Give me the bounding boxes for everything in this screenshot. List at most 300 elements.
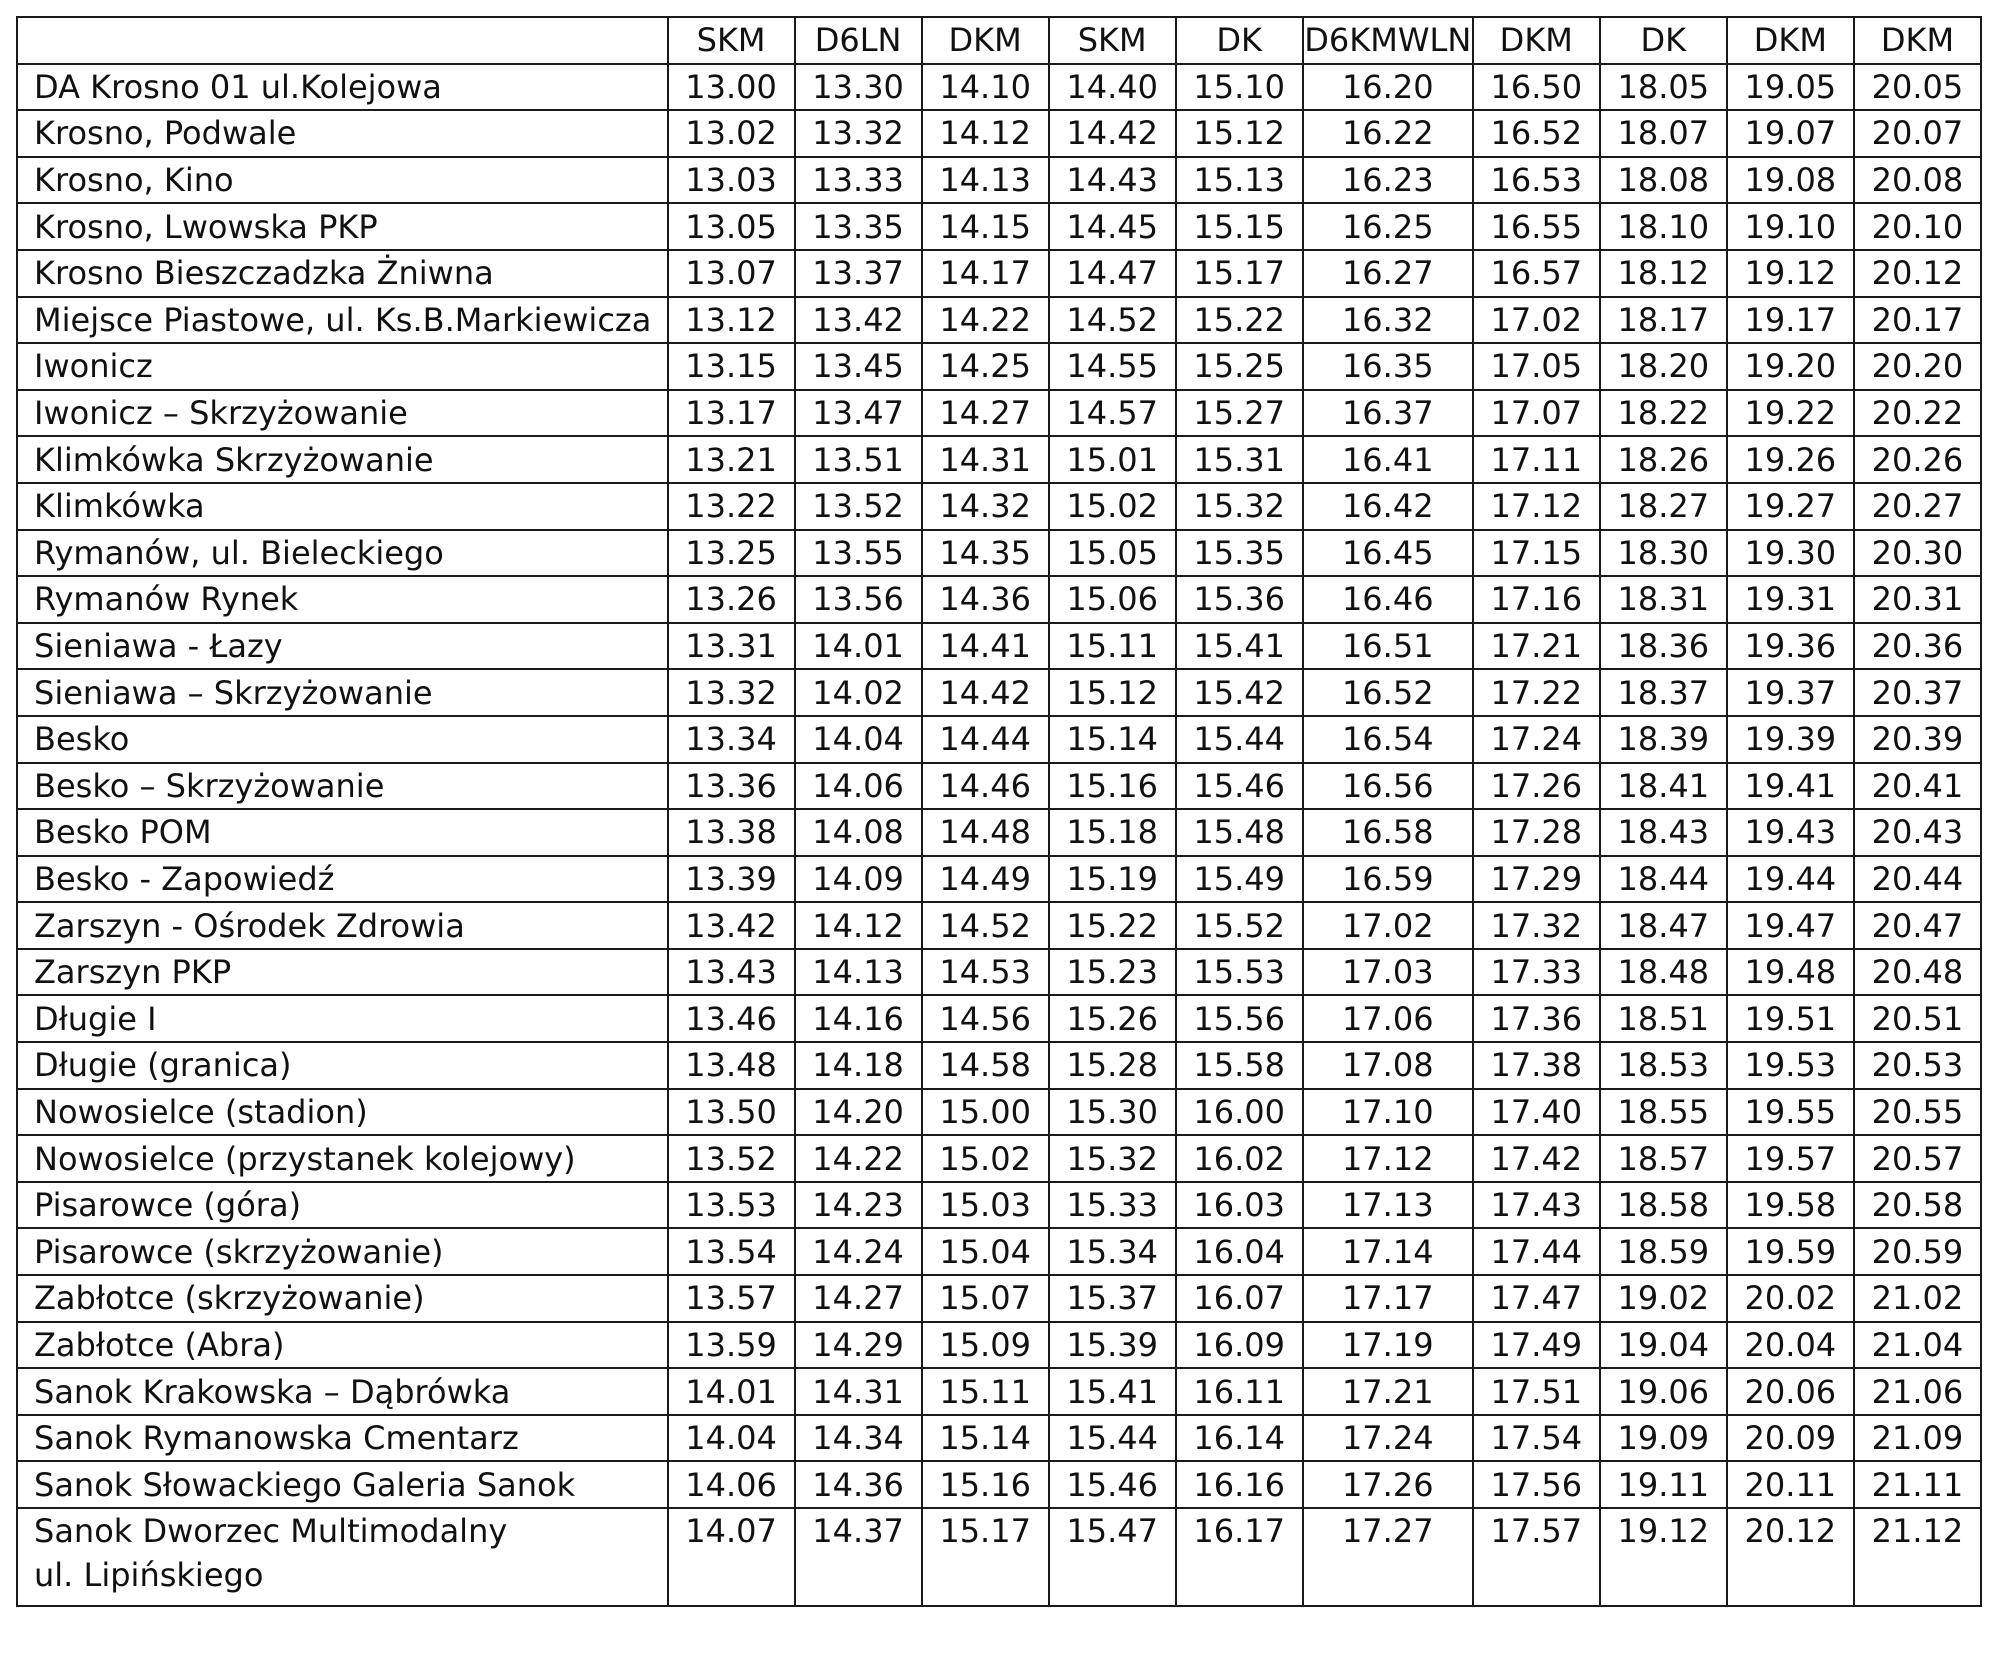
column-header: D6KMWLN: [1303, 17, 1473, 64]
stop-name-cell: [17, 763, 668, 810]
departure-time: 14.41: [922, 623, 1049, 670]
departure-time: 17.57: [1473, 1508, 1600, 1606]
column-header: DKM: [1473, 17, 1600, 64]
departure-time: 17.42: [1473, 1135, 1600, 1182]
table-row: [17, 1322, 1981, 1369]
departure-time: 14.31: [795, 1368, 922, 1415]
departure-time: 15.30: [1049, 1089, 1176, 1136]
departure-time: 20.37: [1854, 669, 1981, 716]
departure-time: 14.20: [795, 1089, 922, 1136]
departure-time: 19.47: [1727, 902, 1854, 949]
departure-time: 19.17: [1727, 297, 1854, 344]
departure-time: 18.51: [1600, 995, 1727, 1042]
departure-time: 16.20: [1303, 64, 1473, 111]
departure-time: 15.53: [1176, 949, 1303, 996]
table-row: [17, 483, 1981, 530]
departure-time: 16.32: [1303, 297, 1473, 344]
departure-time: 16.51: [1303, 623, 1473, 670]
departure-time: 13.59: [668, 1322, 795, 1369]
departure-time: 14.46: [922, 763, 1049, 810]
stop-name: Długie I: [34, 999, 157, 1038]
stop-name-cell: [17, 436, 668, 483]
departure-time: 14.09: [795, 856, 922, 903]
departure-time: 15.58: [1176, 1042, 1303, 1089]
departure-time: 14.57: [1049, 390, 1176, 437]
departure-time: 13.43: [668, 949, 795, 996]
departure-time: 18.12: [1600, 250, 1727, 297]
departure-time: 15.14: [1049, 716, 1176, 763]
departure-time: 17.16: [1473, 576, 1600, 623]
departure-time: 19.30: [1727, 530, 1854, 577]
departure-time: 14.06: [795, 763, 922, 810]
table-row: [17, 297, 1981, 344]
departure-time: 15.11: [1049, 623, 1176, 670]
departure-time: 16.53: [1473, 157, 1600, 204]
departure-time: 16.17: [1176, 1508, 1303, 1606]
departure-time: 19.08: [1727, 157, 1854, 204]
stop-name: Klimkówka Skrzyżowanie: [34, 440, 434, 479]
departure-time: 20.57: [1854, 1135, 1981, 1182]
table-row: [17, 995, 1981, 1042]
departure-time: 14.15: [922, 203, 1049, 250]
departure-time: 20.41: [1854, 763, 1981, 810]
departure-time: 18.48: [1600, 949, 1727, 996]
departure-time: 17.11: [1473, 436, 1600, 483]
departure-time: 14.13: [795, 949, 922, 996]
table-row: [17, 576, 1981, 623]
departure-time: 15.17: [922, 1508, 1049, 1606]
departure-time: 20.30: [1854, 530, 1981, 577]
departure-time: 15.11: [922, 1368, 1049, 1415]
departure-time: 17.28: [1473, 809, 1600, 856]
departure-time: 14.47: [1049, 250, 1176, 297]
departure-time: 13.25: [668, 530, 795, 577]
departure-time: 13.32: [795, 110, 922, 157]
stop-name-cell: [17, 250, 668, 297]
departure-time: 14.29: [795, 1322, 922, 1369]
departure-time: 14.32: [922, 483, 1049, 530]
stop-name: Sieniawa - Łazy: [34, 627, 283, 666]
departure-time: 19.10: [1727, 203, 1854, 250]
departure-time: 20.39: [1854, 716, 1981, 763]
stop-name: Sanok Dworzec Multimodalny: [34, 1512, 508, 1550]
departure-time: 15.35: [1176, 530, 1303, 577]
column-header: DKM: [1727, 17, 1854, 64]
departure-time: 20.26: [1854, 436, 1981, 483]
departure-time: 14.34: [795, 1415, 922, 1462]
departure-time: 18.17: [1600, 297, 1727, 344]
stop-name-cell: [17, 1322, 668, 1369]
departure-time: 13.34: [668, 716, 795, 763]
departure-time: 19.53: [1727, 1042, 1854, 1089]
departure-time: 20.53: [1854, 1042, 1981, 1089]
departure-time: 17.14: [1303, 1228, 1473, 1275]
stop-name-cell: [17, 390, 668, 437]
departure-time: 19.02: [1600, 1275, 1727, 1322]
departure-time: 19.59: [1727, 1228, 1854, 1275]
departure-time: 15.41: [1176, 623, 1303, 670]
departure-time: 16.14: [1176, 1415, 1303, 1462]
stop-name: Krosno, Kino: [34, 161, 234, 200]
departure-time: 19.55: [1727, 1089, 1854, 1136]
departure-time: 13.33: [795, 157, 922, 204]
departure-time: 20.09: [1727, 1415, 1854, 1462]
departure-time: 15.04: [922, 1228, 1049, 1275]
departure-time: 19.09: [1600, 1415, 1727, 1462]
departure-time: 20.04: [1727, 1322, 1854, 1369]
departure-time: 13.52: [795, 483, 922, 530]
departure-time: 15.46: [1176, 763, 1303, 810]
departure-time: 14.37: [795, 1508, 922, 1606]
stop-name: Krosno, Lwowska PKP: [34, 207, 378, 246]
departure-time: 19.12: [1600, 1508, 1727, 1606]
departure-time: 14.52: [1049, 297, 1176, 344]
departure-time: 15.36: [1176, 576, 1303, 623]
departure-time: 16.58: [1303, 809, 1473, 856]
departure-time: 20.22: [1854, 390, 1981, 437]
departure-time: 15.49: [1176, 856, 1303, 903]
departure-time: 20.51: [1854, 995, 1981, 1042]
departure-time: 15.02: [922, 1135, 1049, 1182]
column-header: D6LN: [795, 17, 922, 64]
departure-time: 18.58: [1600, 1182, 1727, 1229]
column-header: DKM: [922, 17, 1049, 64]
departure-time: 16.52: [1473, 110, 1600, 157]
stop-name-cell: [17, 110, 668, 157]
departure-time: 15.15: [1176, 203, 1303, 250]
departure-time: 20.31: [1854, 576, 1981, 623]
departure-time: 18.44: [1600, 856, 1727, 903]
departure-time: 16.16: [1176, 1461, 1303, 1508]
stop-name-cell: [17, 623, 668, 670]
departure-time: 13.38: [668, 809, 795, 856]
departure-time: 19.22: [1727, 390, 1854, 437]
stop-name: Iwonicz – Skrzyżowanie: [34, 394, 408, 433]
departure-time: 15.56: [1176, 995, 1303, 1042]
departure-time: 13.03: [668, 157, 795, 204]
departure-time: 21.02: [1854, 1275, 1981, 1322]
departure-time: 14.42: [1049, 110, 1176, 157]
departure-time: 20.05: [1854, 64, 1981, 111]
departure-time: 14.55: [1049, 343, 1176, 390]
departure-time: 14.25: [922, 343, 1049, 390]
departure-time: 15.12: [1176, 110, 1303, 157]
departure-time: 20.59: [1854, 1228, 1981, 1275]
departure-time: 13.07: [668, 250, 795, 297]
stop-name-cell: [17, 1415, 668, 1462]
departure-time: 16.02: [1176, 1135, 1303, 1182]
departure-time: 16.07: [1176, 1275, 1303, 1322]
departure-time: 17.12: [1473, 483, 1600, 530]
departure-time: 19.20: [1727, 343, 1854, 390]
departure-time: 14.49: [922, 856, 1049, 903]
table-row: [17, 623, 1981, 670]
departure-time: 16.55: [1473, 203, 1600, 250]
departure-time: 13.51: [795, 436, 922, 483]
stop-name-cell: [17, 809, 668, 856]
departure-time: 13.21: [668, 436, 795, 483]
departure-time: 18.30: [1600, 530, 1727, 577]
departure-time: 15.16: [1049, 763, 1176, 810]
departure-time: 18.10: [1600, 203, 1727, 250]
departure-time: 17.02: [1303, 902, 1473, 949]
departure-time: 17.05: [1473, 343, 1600, 390]
departure-time: 19.27: [1727, 483, 1854, 530]
departure-time: 17.22: [1473, 669, 1600, 716]
departure-time: 17.56: [1473, 1461, 1600, 1508]
stop-name-cell: [17, 1275, 668, 1322]
stop-name: Nowosielce (przystanek kolejowy): [34, 1139, 576, 1178]
stop-name: Pisarowce (skrzyżowanie): [34, 1232, 444, 1271]
column-header: DKM: [1854, 17, 1981, 64]
stop-name-cell: [17, 1228, 668, 1275]
departure-time: 16.41: [1303, 436, 1473, 483]
departure-time: 18.36: [1600, 623, 1727, 670]
table-row: [17, 64, 1981, 111]
table-row: [17, 1415, 1981, 1462]
departure-time: 13.56: [795, 576, 922, 623]
departure-time: 19.37: [1727, 669, 1854, 716]
departure-time: 18.08: [1600, 157, 1727, 204]
departure-time: 17.26: [1303, 1461, 1473, 1508]
departure-time: 17.17: [1303, 1275, 1473, 1322]
departure-time: 16.45: [1303, 530, 1473, 577]
stop-name: Besko – Skrzyżowanie: [34, 766, 385, 805]
departure-time: 17.36: [1473, 995, 1600, 1042]
departure-time: 15.32: [1176, 483, 1303, 530]
table-row: [17, 763, 1981, 810]
departure-time: 19.26: [1727, 436, 1854, 483]
table-row: [17, 949, 1981, 996]
departure-time: 16.42: [1303, 483, 1473, 530]
departure-time: 15.02: [1049, 483, 1176, 530]
column-header: SKM: [1049, 17, 1176, 64]
stop-name-cell: [17, 1135, 668, 1182]
departure-time: 16.22: [1303, 110, 1473, 157]
table-row: [17, 530, 1981, 577]
departure-time: 18.59: [1600, 1228, 1727, 1275]
departure-time: 21.06: [1854, 1368, 1981, 1415]
header-row: [17, 17, 1981, 64]
table-row: [17, 1182, 1981, 1229]
departure-time: 20.55: [1854, 1089, 1981, 1136]
table-row: [17, 1508, 1981, 1606]
departure-time: 19.11: [1600, 1461, 1727, 1508]
table-row: [17, 343, 1981, 390]
departure-time: 20.06: [1727, 1368, 1854, 1415]
departure-time: 14.02: [795, 669, 922, 716]
departure-time: 15.10: [1176, 64, 1303, 111]
departure-time: 17.15: [1473, 530, 1600, 577]
departure-time: 17.02: [1473, 297, 1600, 344]
departure-time: 14.10: [922, 64, 1049, 111]
departure-time: 20.43: [1854, 809, 1981, 856]
stop-name-cell: [17, 716, 668, 763]
departure-time: 17.49: [1473, 1322, 1600, 1369]
departure-time: 17.21: [1473, 623, 1600, 670]
departure-time: 16.52: [1303, 669, 1473, 716]
departure-time: 17.07: [1473, 390, 1600, 437]
departure-time: 16.59: [1303, 856, 1473, 903]
departure-time: 14.40: [1049, 64, 1176, 111]
departure-time: 18.37: [1600, 669, 1727, 716]
stop-name-cell: [17, 1182, 668, 1229]
departure-time: 18.22: [1600, 390, 1727, 437]
departure-time: 13.57: [668, 1275, 795, 1322]
stop-name: Sieniawa – Skrzyżowanie: [34, 673, 433, 712]
stop-name: ul. Lipińskiego: [34, 1556, 264, 1594]
stop-name: Sanok Krakowska – Dąbrówka: [34, 1372, 511, 1411]
departure-time: 15.26: [1049, 995, 1176, 1042]
departure-time: 13.42: [668, 902, 795, 949]
stop-name-cell: [17, 530, 668, 577]
departure-time: 19.07: [1727, 110, 1854, 157]
stop-name-cell: [17, 669, 668, 716]
departure-time: 14.23: [795, 1182, 922, 1229]
departure-time: 16.04: [1176, 1228, 1303, 1275]
departure-time: 13.31: [668, 623, 795, 670]
departure-time: 14.43: [1049, 157, 1176, 204]
departure-time: 19.12: [1727, 250, 1854, 297]
departure-time: 14.04: [668, 1415, 795, 1462]
departure-time: 14.35: [922, 530, 1049, 577]
table-row: [17, 203, 1981, 250]
departure-time: 16.35: [1303, 343, 1473, 390]
departure-time: 15.06: [1049, 576, 1176, 623]
departure-time: 13.42: [795, 297, 922, 344]
stop-name-cell: [17, 1508, 668, 1606]
table-row: [17, 1135, 1981, 1182]
departure-time: 18.43: [1600, 809, 1727, 856]
departure-time: 20.27: [1854, 483, 1981, 530]
column-header: DK: [1600, 17, 1727, 64]
departure-time: 15.12: [1049, 669, 1176, 716]
stop-name-cell: [17, 1461, 668, 1508]
table-row: [17, 250, 1981, 297]
departure-time: 17.10: [1303, 1089, 1473, 1136]
table-row: [17, 1275, 1981, 1322]
departure-time: 13.30: [795, 64, 922, 111]
departure-time: 13.35: [795, 203, 922, 250]
departure-time: 14.27: [795, 1275, 922, 1322]
departure-time: 20.36: [1854, 623, 1981, 670]
departure-time: 19.05: [1727, 64, 1854, 111]
departure-time: 16.23: [1303, 157, 1473, 204]
departure-time: 18.57: [1600, 1135, 1727, 1182]
departure-time: 17.24: [1473, 716, 1600, 763]
table-row: [17, 809, 1981, 856]
departure-time: 14.58: [922, 1042, 1049, 1089]
departure-time: 13.17: [668, 390, 795, 437]
departure-time: 14.04: [795, 716, 922, 763]
departure-time: 14.13: [922, 157, 1049, 204]
stop-name: Rymanów, ul. Bieleckiego: [34, 533, 444, 572]
departure-time: 17.26: [1473, 763, 1600, 810]
departure-time: 18.47: [1600, 902, 1727, 949]
departure-time: 14.31: [922, 436, 1049, 483]
table-row: [17, 856, 1981, 903]
table-row: [17, 1368, 1981, 1415]
departure-time: 14.17: [922, 250, 1049, 297]
departure-time: 15.42: [1176, 669, 1303, 716]
stop-name-cell: [17, 1368, 668, 1415]
departure-time: 13.12: [668, 297, 795, 344]
departure-time: 14.36: [795, 1461, 922, 1508]
departure-time: 16.37: [1303, 390, 1473, 437]
departure-time: 21.12: [1854, 1508, 1981, 1606]
departure-time: 13.48: [668, 1042, 795, 1089]
stop-column-header: [17, 17, 668, 64]
departure-time: 15.44: [1049, 1415, 1176, 1462]
departure-time: 15.41: [1049, 1368, 1176, 1415]
departure-time: 13.46: [668, 995, 795, 1042]
departure-time: 14.08: [795, 809, 922, 856]
departure-time: 16.27: [1303, 250, 1473, 297]
departure-time: 13.50: [668, 1089, 795, 1136]
stop-name-cell: [17, 157, 668, 204]
departure-time: 19.39: [1727, 716, 1854, 763]
stop-name-cell: [17, 483, 668, 530]
timetable: [16, 16, 1982, 1607]
departure-time: 13.54: [668, 1228, 795, 1275]
departure-time: 20.20: [1854, 343, 1981, 390]
departure-time: 18.26: [1600, 436, 1727, 483]
column-header: SKM: [668, 17, 795, 64]
departure-time: 17.47: [1473, 1275, 1600, 1322]
stop-name-cell: [17, 343, 668, 390]
departure-time: 14.12: [795, 902, 922, 949]
table-row: [17, 669, 1981, 716]
departure-time: 15.05: [1049, 530, 1176, 577]
departure-time: 19.43: [1727, 809, 1854, 856]
departure-time: 21.09: [1854, 1415, 1981, 1462]
departure-time: 15.01: [1049, 436, 1176, 483]
departure-time: 14.07: [668, 1508, 795, 1606]
departure-time: 17.03: [1303, 949, 1473, 996]
departure-time: 14.01: [668, 1368, 795, 1415]
departure-time: 14.06: [668, 1461, 795, 1508]
departure-time: 18.31: [1600, 576, 1727, 623]
departure-time: 19.04: [1600, 1322, 1727, 1369]
stop-name: Długie (granica): [34, 1046, 292, 1085]
stop-name-cell: [17, 203, 668, 250]
departure-time: 19.48: [1727, 949, 1854, 996]
departure-time: 20.12: [1727, 1508, 1854, 1606]
departure-time: 17.24: [1303, 1415, 1473, 1462]
stop-name: Besko POM: [34, 813, 212, 852]
stop-name: Krosno Bieszczadzka Żniwna: [34, 254, 494, 293]
departure-time: 16.03: [1176, 1182, 1303, 1229]
departure-time: 18.55: [1600, 1089, 1727, 1136]
stop-name: Besko: [34, 720, 130, 759]
departure-time: 15.25: [1176, 343, 1303, 390]
stop-name: Miejsce Piastowe, ul. Ks.B.Markiewicza: [34, 300, 652, 339]
stop-name-cell: [17, 949, 668, 996]
departure-time: 19.57: [1727, 1135, 1854, 1182]
departure-time: 17.40: [1473, 1089, 1600, 1136]
stop-name-cell: [17, 856, 668, 903]
departure-time: 18.07: [1600, 110, 1727, 157]
departure-time: 17.44: [1473, 1228, 1600, 1275]
stop-name: Iwonicz: [34, 347, 153, 386]
table-row: [17, 1042, 1981, 1089]
departure-time: 16.56: [1303, 763, 1473, 810]
departure-time: 20.02: [1727, 1275, 1854, 1322]
stop-name-cell: [17, 576, 668, 623]
departure-time: 15.48: [1176, 809, 1303, 856]
departure-time: 20.07: [1854, 110, 1981, 157]
departure-time: 14.36: [922, 576, 1049, 623]
